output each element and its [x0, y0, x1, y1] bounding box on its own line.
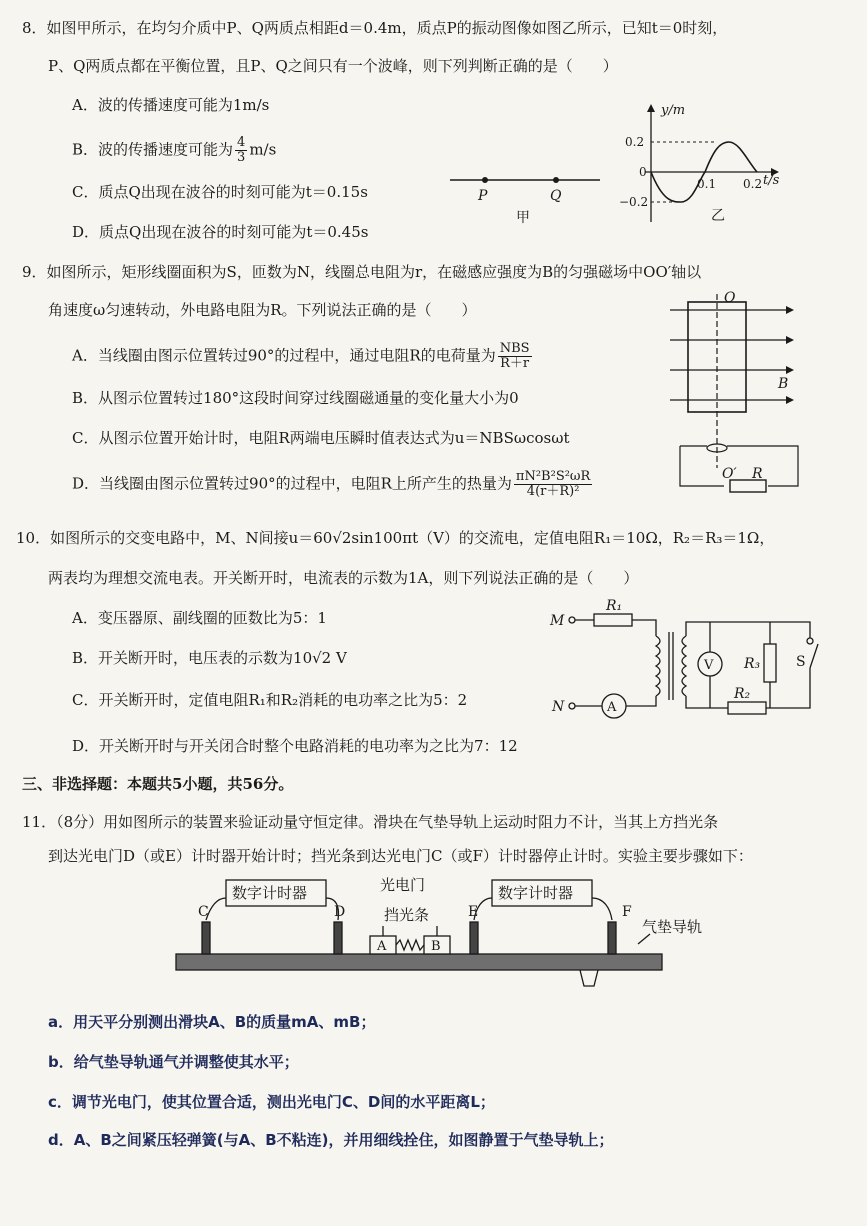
q11-step-c: c．调节光电门，使其位置合适，测出光电门C、D间的水平距离L；: [48, 1093, 495, 1111]
q11-cable-f: [592, 898, 612, 920]
q10-resistor-r2: [728, 702, 766, 714]
q8-figure-jia: [440, 160, 610, 230]
q8-jia-label-q: Q: [550, 188, 562, 204]
q10-label-r1: R₁: [606, 598, 623, 614]
q9-stem-line2: 角速度ω匀速转动，外电路电阻为R。下列说法正确的是（ ）: [48, 301, 477, 319]
q11-label-d: D: [334, 904, 346, 920]
q9-label-o-prime: O′: [722, 466, 737, 482]
q11-shutter-label: 挡光条: [384, 906, 430, 924]
q10-wire-bottom-left: [686, 696, 728, 708]
q8-option-b-text: B．波的传播速度可能为: [72, 140, 234, 159]
q10-primary-coil: [656, 636, 660, 696]
q11-step-a: a．用天平分别测出滑块A、B的质量mA、mB；: [48, 1013, 376, 1031]
q11-figure-air-track: [170, 872, 710, 992]
q8-yi-tick-x1: 0.1: [697, 177, 717, 191]
q11-rail-stand: [580, 970, 598, 986]
q11-gate-f: [608, 922, 616, 954]
q10-option-a: A．变压器原、副线圈的匝数比为5：1: [72, 609, 327, 627]
q9-option-d-fraction: [514, 470, 592, 499]
q9-option-c: C．从图示位置开始计时，电阻R两端电压瞬时值表达式为u＝NBSωcosωt: [72, 429, 570, 447]
q8-b-denominator: 3: [237, 150, 246, 165]
q11-label-c: C: [198, 904, 209, 920]
q8-yi-tick-zero: 0: [639, 165, 647, 179]
q11-cable-c: [206, 898, 226, 920]
q10-figure-circuit: [548, 598, 838, 723]
q10-resistor-r3: [764, 644, 776, 682]
q8-b-numerator: 4: [237, 135, 246, 150]
q10-terminal-m: [569, 617, 575, 623]
q9-label-r: R: [752, 466, 763, 482]
q10-terminal-n: [569, 703, 575, 709]
q9-option-a-fraction: [498, 342, 532, 371]
q9-option-d-text: D．当线圈由图示位置转过90°的过程中，电阻R上所产生的热量为: [72, 474, 512, 493]
q8-stem-line1: 8．如图甲所示，在均匀介质中P、Q两质点相距d＝0.4m，质点P的振动图像如图乙所示，已知t＝0时刻，: [22, 19, 728, 37]
q10-option-c: C．开关断开时，定值电阻R₁和R₂消耗的电功率之比为5：2: [72, 691, 468, 709]
q8-stem-line2: P、Q两质点都在平衡位置，且P、Q之间只有一个波峰，则下列判断正确的是（ ）: [48, 57, 618, 75]
q10-option-d: D．开关断开时与开关闭合时整个电路消耗的电功率为之比为7：12: [72, 737, 518, 755]
q8-jia-point-p: [482, 177, 488, 183]
q9-option-a-text: A．当线圈由图示位置转过90°的过程中，通过电阻R的电荷量为: [72, 346, 496, 365]
q10-label-n: N: [552, 699, 565, 715]
q11-label-e: E: [468, 904, 479, 920]
q9-figure-coil: [660, 288, 810, 510]
q9-option-a: [72, 342, 534, 371]
q10-label-m: M: [550, 613, 565, 629]
q8-yi-ylabel: y/m: [661, 103, 686, 118]
q11-rail-label: 气垫导轨: [642, 918, 703, 936]
q11-stem-line1: 11．（8分）用如图所示的装置来验证动量守恒定律。滑块在气垫导轨上运动时阻力不计，当其上方挡光条: [22, 813, 719, 831]
q10-wire-top: [686, 622, 810, 638]
q10-stem-line2: 两表均为理想交流电表。开关断开时，电流表的示数为1A，则下列说法正确的是（ ）: [48, 569, 639, 587]
q11-stem-line2: 到达光电门D（或E）计时器开始计时；挡光条到达光电门C（或F）计时器停止计时。实验主要步骤如下：: [48, 847, 753, 865]
q11-timer-1-label: 数字计时器: [232, 884, 308, 902]
q11-gate-c: [202, 922, 210, 954]
q10-wire-bottom-right: [766, 668, 810, 708]
q8-yi-y-arrow: [647, 104, 655, 112]
q10-wire-n2: [626, 696, 656, 706]
q10-label-v: V: [704, 658, 714, 673]
q9-label-b: B: [778, 376, 789, 392]
q8-yi-caption: 乙: [711, 208, 725, 224]
q10-resistor-r1: [594, 614, 632, 626]
q8-jia-point-q: [553, 177, 559, 183]
q10-switch-contact: [807, 638, 813, 644]
q9-option-b: B．从图示位置转过180°这段时间穿过线圈磁通量的变化量大小为0: [72, 389, 519, 407]
q11-gate-d: [334, 922, 342, 954]
q11-photogate-label: 光电门: [380, 876, 426, 894]
q9-a-numerator: NBS: [499, 341, 530, 356]
q9-d-numerator: πN²B²S²ωR: [515, 469, 591, 484]
q8-yi-tick-bottom: −0.2: [619, 195, 649, 209]
q9-stem-line1: 9．如图所示，矩形线圈面积为S，匝数为N，线圈总电阻为r，在磁感应强度为B的匀强磁场中OO′轴以: [22, 263, 702, 281]
q11-spring: [396, 940, 424, 950]
q11-step-d: d．A、B之间紧压轻弹簧(与A、B不粘连)，并用细线拴住，如图静置于气垫导轨上；: [48, 1131, 614, 1149]
q8-option-b-fraction: [235, 136, 247, 165]
q11-label-f: F: [622, 904, 632, 920]
q10-switch-blade[interactable]: [810, 644, 818, 668]
q10-wire-m2: [632, 620, 656, 636]
q10-label-a: A: [607, 700, 617, 715]
q10-label-r2: R₂: [734, 686, 751, 702]
q8-jia-label-p: P: [478, 188, 488, 204]
q8-figure-yi: [615, 100, 795, 230]
q11-label-b: B: [431, 939, 441, 954]
q11-timer-2-label: 数字计时器: [498, 884, 574, 902]
q9-a-denominator: R＋r: [500, 356, 530, 371]
q9-arrow-4: [786, 396, 794, 404]
q10-stem-line1: 10．如图所示的交变电路中，M、N间接u＝60√2sin100πt（V）的交流电，定值电阻R₁＝10Ω，R₂＝R₃＝1Ω，: [16, 529, 775, 547]
q9-option-d: [72, 470, 594, 499]
q9-label-o: O: [724, 290, 736, 306]
q11-label-a: A: [377, 939, 387, 954]
q8-option-a: A．波的传播速度可能为1m/s: [72, 96, 270, 114]
q9-d-denominator: 4(r＋R)²: [526, 484, 580, 499]
q8-yi-xlabel: t/s: [763, 173, 780, 188]
q10-label-s: S: [796, 654, 806, 670]
q9-arrow-1: [786, 306, 794, 314]
q8-option-b: [72, 136, 276, 165]
q8-jia-caption: 甲: [516, 210, 530, 226]
q10-label-r3: R₃: [744, 656, 761, 672]
q10-secondary-coil: [682, 636, 686, 696]
q9-arrow-2: [786, 336, 794, 344]
q8-option-d: D．质点Q出现在波谷的时刻可能为t＝0.45s: [72, 223, 369, 241]
q8-option-c: C．质点Q出现在波谷的时刻可能为t＝0.15s: [72, 183, 368, 201]
q8-yi-tick-x2: 0.2: [743, 177, 763, 191]
section-3-heading: 三、非选择题：本题共5小题，共56分。: [22, 775, 294, 793]
q11-step-b: b．给气垫导轨通气并调整使其水平；: [48, 1053, 299, 1071]
q10-option-b: B．开关断开时，电压表的示数为10√2 V: [72, 649, 347, 667]
q8-yi-tick-top: 0.2: [625, 135, 645, 149]
q8-b-unit: m/s: [249, 140, 277, 159]
q11-gate-e: [470, 922, 478, 954]
q11-rail: [176, 954, 662, 970]
q9-arrow-3: [786, 366, 794, 374]
